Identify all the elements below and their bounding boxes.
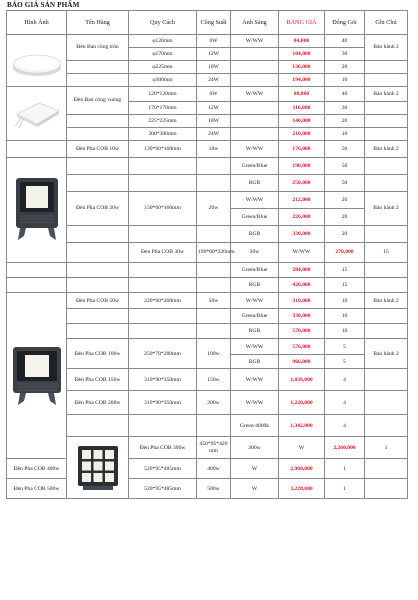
light-cell: W/WW xyxy=(231,339,279,355)
price-cell: 88,000 xyxy=(279,87,325,102)
spec-cell: 150*60*160mm xyxy=(129,192,197,226)
note-cell: Bảo hành 2 xyxy=(365,35,408,61)
cob-flood-large-image-cell xyxy=(7,293,67,459)
spec-cell: 520*95*485mm xyxy=(129,479,197,499)
note-cell-empty xyxy=(365,158,408,175)
price-cell: 1,036,000 xyxy=(279,369,325,391)
cob-flood-image-cell xyxy=(7,158,67,263)
pack-cell: 1 xyxy=(325,459,365,479)
pack-cell: 20 xyxy=(325,226,365,243)
power-cell: 12W xyxy=(197,102,231,115)
price-cell: 212,000 xyxy=(279,192,325,209)
table-row xyxy=(7,263,408,278)
price-cell: 570,000 xyxy=(279,324,325,339)
pack-cell: 30 xyxy=(325,48,365,61)
note-cell-empty xyxy=(365,391,408,415)
power-cell: 400w xyxy=(197,459,231,479)
pack-cell: 5 xyxy=(325,339,365,355)
name-cell-empty xyxy=(67,415,129,437)
table-row xyxy=(7,278,408,293)
pack-cell: 10 xyxy=(325,74,365,87)
price-cell: 1,220,000 xyxy=(279,391,325,415)
price-cell: 576,000 xyxy=(279,339,325,355)
power-cell: 200w xyxy=(197,391,231,415)
table-row xyxy=(7,87,408,102)
light-cell xyxy=(231,102,279,115)
spec-cell-empty xyxy=(129,309,197,324)
light-cell xyxy=(231,61,279,74)
price-cell: 426,000 xyxy=(279,278,325,293)
note-cell-empty xyxy=(365,61,408,74)
product-name: Đèn Pha COB 150w xyxy=(67,369,129,391)
image-cell-empty xyxy=(7,141,67,158)
square-panel-image-cell xyxy=(7,87,67,141)
light-cell xyxy=(231,48,279,61)
price-cell: 2,960,000 xyxy=(279,459,325,479)
power-cell: 12W xyxy=(197,48,231,61)
note-cell-empty xyxy=(365,309,408,324)
spec-cell: 130*60*160mm xyxy=(129,141,197,158)
note-cell-empty xyxy=(365,479,408,499)
pack-cell: 20 xyxy=(325,209,365,226)
price-cell: 194,000 xyxy=(279,74,325,87)
pack-cell: 4 xyxy=(325,369,365,391)
pack-cell: 4 xyxy=(325,391,365,415)
price-cell: 176,000 xyxy=(279,141,325,158)
price-cell: 210,000 xyxy=(279,128,325,141)
pack-cell: 20 xyxy=(325,61,365,74)
note-cell-empty xyxy=(365,324,408,339)
power-cell-empty xyxy=(197,324,231,339)
name-cell-empty xyxy=(67,74,129,87)
pack-cell: 50 xyxy=(325,158,365,175)
light-cell: Green/4000k xyxy=(231,415,279,437)
light-cell: W xyxy=(231,459,279,479)
pack-cell: 10 xyxy=(325,324,365,339)
power-cell: 50w xyxy=(197,293,231,309)
power-cell: 150w xyxy=(197,369,231,391)
spec-cell-empty xyxy=(129,175,197,192)
spec-cell: 450*95*420 mm xyxy=(197,437,231,459)
name-cell-empty xyxy=(67,158,129,175)
table-header-row xyxy=(7,11,408,35)
light-cell: RGB xyxy=(231,226,279,243)
light-cell: W/WW xyxy=(231,391,279,415)
note-cell: Bảo hành 2 xyxy=(365,293,408,309)
product-name: Đèn Pha COB 500w xyxy=(7,479,67,499)
product-name: Đèn Ban công tròn xyxy=(67,35,129,61)
pack-cell: 20 xyxy=(325,115,365,128)
spec-cell: φ300mm xyxy=(129,74,197,87)
pack-cell: 1 xyxy=(365,437,408,459)
name-cell-empty xyxy=(67,226,129,243)
power-cell: 10w xyxy=(197,141,231,158)
name-cell-empty xyxy=(67,115,129,128)
spec-cell: 300*300mm xyxy=(129,128,197,141)
note-cell: Bảo hành 2 xyxy=(365,339,408,369)
product-name: Đèn Pha COB 400w xyxy=(7,459,67,479)
table-row xyxy=(7,324,408,339)
table-row xyxy=(7,74,408,87)
price-cell: 104,000 xyxy=(279,48,325,61)
image-cell-empty xyxy=(7,278,67,293)
spec-cell: 225*225mm xyxy=(129,115,197,128)
power-cell-empty xyxy=(197,263,231,278)
price-table xyxy=(6,10,408,499)
spec-cell-empty xyxy=(129,226,197,243)
spec-cell: 250*70*280mm xyxy=(129,339,197,369)
light-cell: W xyxy=(231,479,279,499)
light-cell: Green/Blue xyxy=(231,263,279,278)
pack-cell: 15 xyxy=(365,243,408,263)
price-cell: 1,342,000 xyxy=(279,415,325,437)
light-cell: RGB xyxy=(231,355,279,369)
product-name: Đèn Pha COB 30w xyxy=(129,243,197,263)
image-cell-empty xyxy=(7,263,67,278)
price-cell: 116,000 xyxy=(279,102,325,115)
price-cell: 226,000 xyxy=(279,209,325,226)
spec-cell-empty xyxy=(129,263,197,278)
spec-cell: φ170mm xyxy=(129,48,197,61)
name-cell-empty xyxy=(67,175,129,192)
pack-cell: 4 xyxy=(325,415,365,437)
note-cell-empty xyxy=(365,128,408,141)
round-panel-image-cell xyxy=(7,35,67,87)
pack-cell: 10 xyxy=(325,293,365,309)
light-cell xyxy=(231,115,279,128)
power-cell-empty xyxy=(197,226,231,243)
note-cell-empty xyxy=(365,263,408,278)
power-cell-empty xyxy=(197,309,231,324)
spec-cell: 310*90*350mm xyxy=(129,391,197,415)
table-row xyxy=(7,293,408,309)
note-cell-empty xyxy=(365,74,408,87)
light-cell: W/WW xyxy=(231,87,279,102)
power-cell: 6W xyxy=(197,87,231,102)
table-row xyxy=(7,141,408,158)
spec-cell-empty xyxy=(129,158,197,175)
square-panel-light-icon xyxy=(8,94,65,134)
power-cell-empty xyxy=(197,278,231,293)
pack-cell: 30 xyxy=(325,102,365,115)
light-cell xyxy=(231,74,279,87)
power-cell-empty xyxy=(197,415,231,437)
note-cell-empty xyxy=(365,175,408,192)
light-cell: W/WW xyxy=(231,35,279,48)
price-cell: 136,000 xyxy=(279,61,325,74)
note-cell: Bảo hành 2 xyxy=(365,87,408,102)
header-price: BẢNG GIÁ xyxy=(279,11,325,35)
table-row xyxy=(7,339,408,355)
spec-cell: 520*95*485mm xyxy=(129,459,197,479)
spec-cell: 190*60*220mm xyxy=(197,243,231,263)
power-cell: 6W xyxy=(197,35,231,48)
header-name: Tên Hàng xyxy=(67,11,129,35)
price-cell: 284,000 xyxy=(279,263,325,278)
table-row xyxy=(7,192,408,209)
pack-cell: 15 xyxy=(325,263,365,278)
spec-cell: 310*90*350mm xyxy=(129,369,197,391)
light-cell: W/WW xyxy=(231,141,279,158)
light-cell: W xyxy=(279,437,325,459)
light-cell: Green/Blue xyxy=(231,309,279,324)
light-cell: W/WW xyxy=(231,192,279,209)
note-cell-empty xyxy=(365,459,408,479)
power-cell: 20w xyxy=(197,192,231,226)
table-row xyxy=(7,437,408,459)
header-note: Ghi Chú xyxy=(365,11,408,35)
header-power: Công Suất xyxy=(197,11,231,35)
spec-cell-empty xyxy=(129,324,197,339)
table-row xyxy=(7,226,408,243)
name-cell-empty xyxy=(67,309,129,324)
price-cell: 140,000 xyxy=(279,115,325,128)
table-row xyxy=(7,369,408,391)
light-cell: RGB xyxy=(231,278,279,293)
table-row xyxy=(7,391,408,415)
table-row xyxy=(7,175,408,192)
name-cell-empty xyxy=(67,128,129,141)
pack-cell: 10 xyxy=(325,309,365,324)
note-cell-empty xyxy=(365,102,408,115)
table-row xyxy=(7,309,408,324)
power-cell: 30w xyxy=(231,243,279,263)
spec-cell: 170*170mm xyxy=(129,102,197,115)
price-cell: 330,000 xyxy=(279,226,325,243)
price-cell: 330,000 xyxy=(279,309,325,324)
price-cell: 270,000 xyxy=(325,243,365,263)
product-name: Đèn Pha COB 200w xyxy=(67,391,129,415)
table-row xyxy=(7,243,408,263)
light-cell: W/WW xyxy=(279,243,325,263)
spec-cell: φ225mm xyxy=(129,61,197,74)
power-cell: 18W xyxy=(197,115,231,128)
cob-matrix-image-cell xyxy=(67,437,129,499)
table-row xyxy=(7,35,408,48)
note-cell: Bảo hành 2 xyxy=(365,192,408,226)
power-cell: 18W xyxy=(197,61,231,74)
light-cell: Green/Blue xyxy=(231,158,279,175)
pack-cell: 10 xyxy=(325,128,365,141)
product-name: Đèn Ban công vuông xyxy=(67,87,129,115)
note-cell-empty xyxy=(365,115,408,128)
table-row xyxy=(7,158,408,175)
light-cell xyxy=(231,128,279,141)
power-cell-empty xyxy=(197,158,231,175)
table-row xyxy=(7,115,408,128)
round-panel-light-icon xyxy=(8,42,65,80)
pack-cell: 5 xyxy=(325,355,365,369)
note-cell-empty xyxy=(365,278,408,293)
product-name: Đèn Pha COB 100w xyxy=(67,339,129,369)
name-cell-empty xyxy=(67,61,129,74)
price-cell: 84,000 xyxy=(279,35,325,48)
table-row xyxy=(7,128,408,141)
pack-cell: 15 xyxy=(325,278,365,293)
spec-cell-empty xyxy=(129,415,197,437)
cob-flood-light-large-icon xyxy=(8,341,65,411)
price-cell: 2,260,000 xyxy=(325,437,365,459)
pack-cell: 50 xyxy=(325,175,365,192)
note-cell-empty xyxy=(365,369,408,391)
note-cell-empty xyxy=(365,415,408,437)
price-cell: 966,000 xyxy=(279,355,325,369)
pack-cell: 50 xyxy=(325,141,365,158)
name-cell-empty xyxy=(67,278,129,293)
power-cell-empty xyxy=(197,175,231,192)
light-cell: W/WW xyxy=(231,369,279,391)
name-cell-empty xyxy=(67,324,129,339)
spec-cell: 120*120mm xyxy=(129,87,197,102)
note-cell-empty xyxy=(365,226,408,243)
power-cell: 100w xyxy=(197,339,231,369)
name-cell-empty xyxy=(67,263,129,278)
light-cell: RGB xyxy=(231,324,279,339)
image-cell-empty xyxy=(67,243,129,263)
table-row xyxy=(7,415,408,437)
page-title: BÁO GIÁ SẢN PHẨM xyxy=(7,1,80,9)
power-cell: 24W xyxy=(197,74,231,87)
header-light: Ánh Sáng xyxy=(231,11,279,35)
spec-cell: 220*60*260mm xyxy=(129,293,197,309)
spec-cell: φ120mm xyxy=(129,35,197,48)
price-cell: 190,000 xyxy=(279,158,325,175)
header-pack: Đóng Gói xyxy=(325,11,365,35)
cob-flood-light-icon xyxy=(8,174,65,246)
pack-cell: 20 xyxy=(325,192,365,209)
header-image: Hình Ảnh xyxy=(7,11,67,35)
price-cell: 3,220,000 xyxy=(279,479,325,499)
product-name: Đèn Pha COB 20w xyxy=(67,192,129,226)
power-cell: 24W xyxy=(197,128,231,141)
light-cell: W/WW xyxy=(231,293,279,309)
pack-cell: 40 xyxy=(325,35,365,48)
light-cell: RGB xyxy=(231,175,279,192)
price-cell: 310,000 xyxy=(279,293,325,309)
light-cell: Green/Blue xyxy=(231,209,279,226)
product-name: Đèn Pha COB 50w xyxy=(67,293,129,309)
power-cell: 500w xyxy=(197,479,231,499)
product-name: Đèn Pha COB 300w xyxy=(129,437,197,459)
product-name: Đèn Pha COB 10w xyxy=(67,141,129,158)
power-cell: 300w xyxy=(231,437,279,459)
price-cell: 250,000 xyxy=(279,175,325,192)
table-row xyxy=(7,61,408,74)
cob-flood-light-9-chip-icon xyxy=(68,444,127,492)
pack-cell: 1 xyxy=(325,479,365,499)
pack-cell: 40 xyxy=(325,87,365,102)
note-cell: Bảo hành 2 xyxy=(365,141,408,158)
header-spec: Quy Cách xyxy=(129,11,197,35)
spec-cell-empty xyxy=(129,278,197,293)
